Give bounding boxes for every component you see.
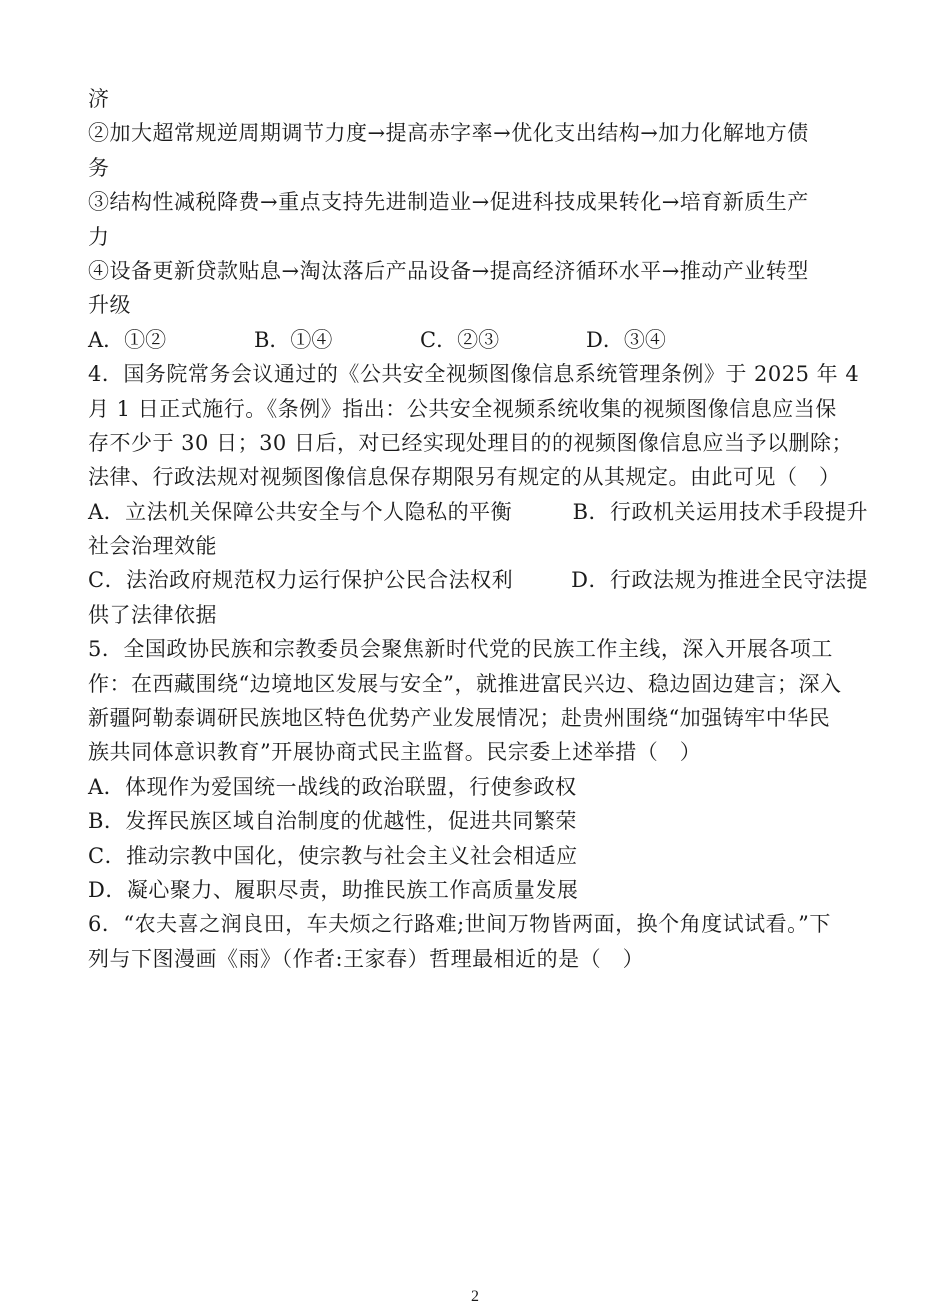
q4-option-c: C．法治政府规范权力运行保护公民合法权利 [88,568,514,593]
q3-item-3-cont: 力 [88,224,110,249]
q4-stem-line: 月 1 日正式施行。《条例》指出：公共安全视频系统收集的视频图像信息应当保 [88,396,837,421]
q3-option-b: B．①④ [254,327,333,352]
q4-option-d-cont: 供了法律依据 [88,602,217,627]
q4-options-ab [88,495,868,529]
q4-option-b: B．行政机关运用技术手段提升 [572,499,868,524]
q3-item-3: ③结构性减税降费→重点支持先进制造业→促进科技成果转化→培育新质生产 [88,190,809,215]
q3-item-4: ④设备更新贷款贴息→淘汰落后产品设备→提高经济循环水平→推动产业转型 [88,258,809,283]
q4-stem-line: 存不少于 30 日；30 日后，对已经实现处理目的的视频图像信息应当予以删除； [88,430,853,455]
q3-item-4-cont: 升级 [88,293,131,318]
q5-stem-line: 作：在西藏围绕“边境地区发展与安全”，就推进富民兴边、稳边固边建言；深入 [88,671,842,696]
q3-line: 济 [88,87,110,111]
q3-option-d: D．③④ [586,327,666,352]
q5-option-d: D．凝心聚力、履职尽责，助推民族工作高质量发展 [88,877,579,902]
q4-options-cd [88,563,868,597]
q5-option-a: A．体现作为爱国统一战线的政治联盟，行使参政权 [88,774,577,799]
q3-option-a: A．①② [88,327,167,352]
q3-options [88,323,868,357]
q3-item-2-cont: 务 [88,155,110,180]
q6-stem-line: 6．“农夫喜之润良田，车夫烦之行路难;世间万物皆两面，换个角度试试看。”下 [88,912,831,937]
q4-option-b-cont: 社会治理效能 [88,534,217,559]
q5-stem-line: 族共同体意识教育”开展协商式民主监督。民宗委上述举措（ ） [88,740,702,765]
q3-option-c: C．②③ [420,327,500,352]
q4-stem-line: 法律、行政法规对视频图像信息保存期限另有规定的从其规定。由此可见（ ） [88,465,841,490]
q4-option-a: A．立法机关保障公共安全与个人隐私的平衡 [88,499,513,524]
q6-stem-line: 列与下图漫画《雨》（作者:王家春）哲理最相近的是（ ） [88,946,645,971]
q4-option-d: D．行政法规为推进全民守法提 [571,568,868,593]
q3-item-2: ②加大超常规逆周期调节力度→提高赤字率→优化支出结构→加力化解地方债 [88,121,809,146]
q4-stem-line: 4．国务院常务会议通过的《公共安全视频图像信息系统管理条例》于 2025 年 4 [88,362,860,387]
q5-option-c: C．推动宗教中国化，使宗教与社会主义社会相适应 [88,843,578,868]
page-number: 2 [471,1288,479,1305]
q5-option-b: B．发挥民族区域自治制度的优越性，促进共同繁荣 [88,809,577,834]
q5-stem-line: 新疆阿勒泰调研民族地区特色优势产业发展情况；赴贵州围绕“加强铸牢中华民 [88,706,831,731]
q5-stem-line: 5．全国政协民族和宗教委员会聚焦新时代党的民族工作主线，深入开展各项工 [88,637,833,662]
document-body [88,82,868,976]
